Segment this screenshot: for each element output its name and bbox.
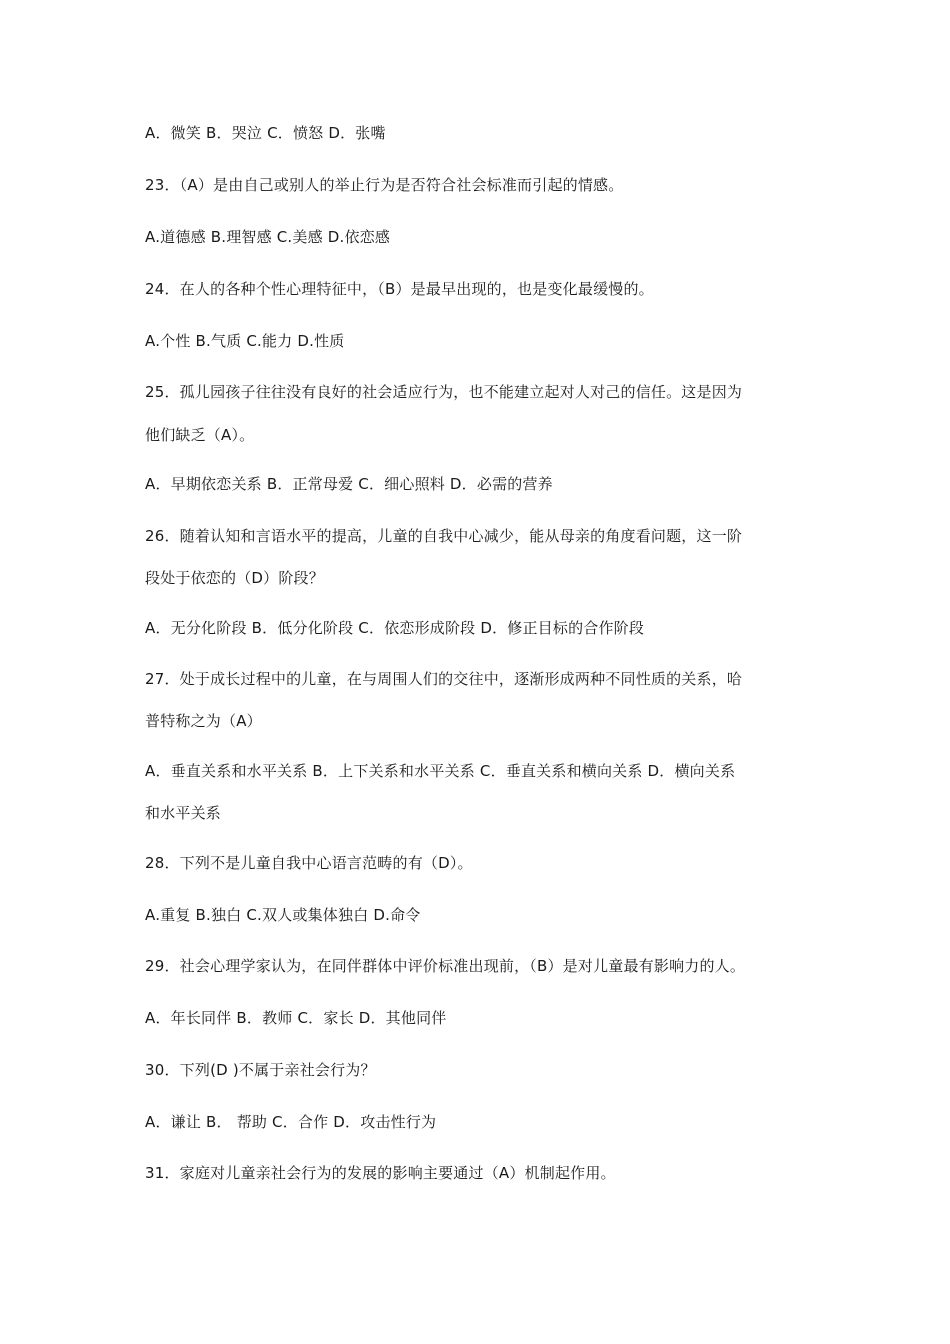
- question-30: 30．下列(D )不属于亲社会行为？: [145, 1061, 376, 1079]
- answer-options-24: A.个性 B.气质 C.能力 D.性质: [145, 332, 345, 350]
- answer-options-28: A.重复 B.独白 C.双人或集体独白 D.命令: [145, 906, 421, 924]
- answer-options-23: A.道德感 B.理智感 C.美感 D.依恋感: [145, 228, 391, 246]
- question-27-line-1: 27．处于成长过程中的儿童，在与周围人们的交往中，逐渐形成两种不同性质的关系，哈: [145, 670, 743, 688]
- answer-options-22: A．微笑 B．哭泣 C．愤怒 D．张嘴: [145, 124, 386, 142]
- answer-options-26: A．无分化阶段 B．低分化阶段 C．依恋形成阶段 D．修正目标的合作阶段: [145, 619, 645, 637]
- answer-options-27-line-2: 和水平关系: [145, 804, 222, 822]
- question-24: 24．在人的各种个性心理特征中，（B）是最早出现的，也是变化最缓慢的。: [145, 280, 654, 298]
- question-27-line-2: 普特称之为（A）: [145, 712, 262, 730]
- question-29: 29．社会心理学家认为，在同伴群体中评价标准出现前，（B）是对儿童最有影响力的人。: [145, 957, 746, 975]
- question-26-line-2: 段处于依恋的（D）阶段？: [145, 569, 324, 587]
- question-25-line-1: 25．孤儿园孩子往往没有良好的社会适应行为，也不能建立起对人对己的信任。这是因为: [145, 383, 743, 401]
- answer-options-27-line-1: A．垂直关系和水平关系 B．上下关系和水平关系 C．垂直关系和横向关系 D．横向关系: [145, 762, 736, 780]
- question-28: 28．下列不是儿童自我中心语言范畴的有（D）。: [145, 854, 473, 872]
- answer-options-30: A．谦让 B． 帮助 C．合作 D．攻击性行为: [145, 1113, 437, 1131]
- answer-options-25: A．早期依恋关系 B．正常母爱 C．细心照料 D．必需的营养: [145, 475, 553, 493]
- answer-options-29: A．年长同伴 B．教师 C．家长 D．其他同伴: [145, 1009, 447, 1027]
- question-26-line-1: 26．随着认知和言语水平的提高，儿童的自我中心减少，能从母亲的角度看问题，这一阶: [145, 527, 743, 545]
- question-23: 23．（A）是由自己或别人的举止行为是否符合社会标准而引起的情感。: [145, 176, 624, 194]
- question-25-line-2: 他们缺乏（A）。: [145, 426, 255, 444]
- question-31: 31．家庭对儿童亲社会行为的发展的影响主要通过（A）机制起作用。: [145, 1164, 616, 1182]
